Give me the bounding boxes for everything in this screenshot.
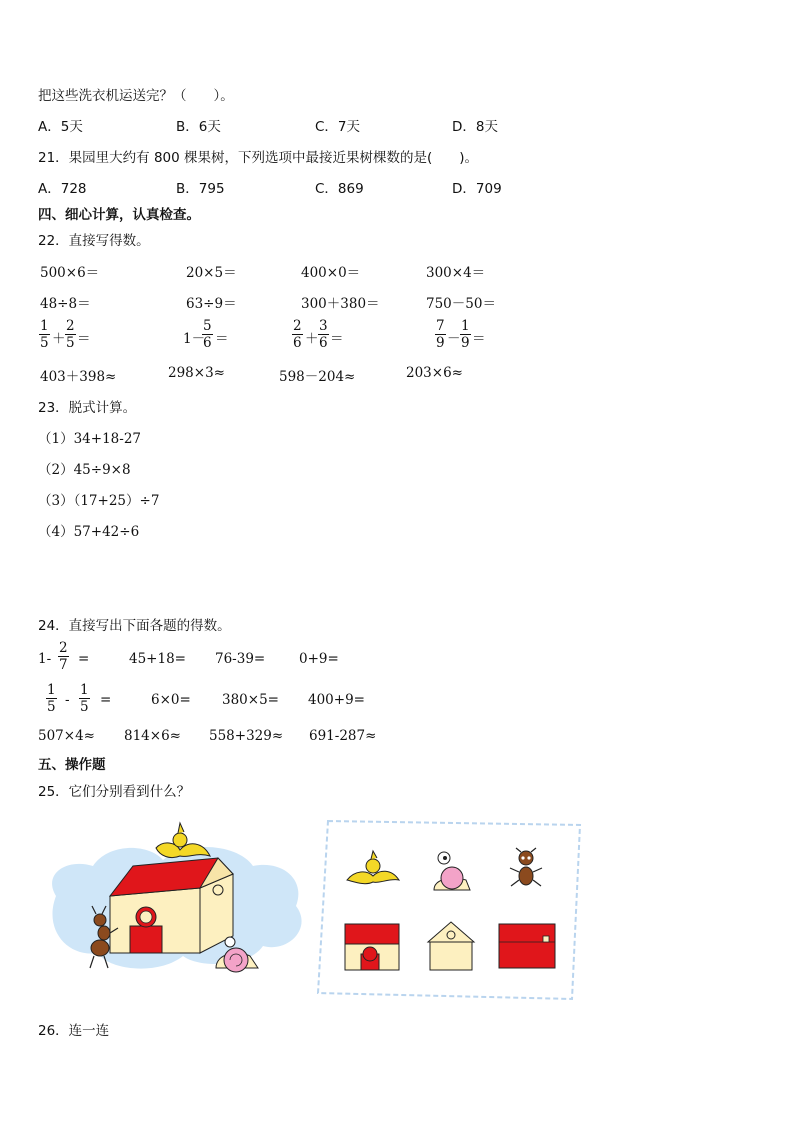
q23-item-3: （3）（17+25）÷7 [38,493,160,509]
q24-r1-lead: 1- [38,651,52,667]
denominator: 5 [40,335,49,351]
q22-f1-a [39,318,50,351]
numerator: 7 [436,318,445,334]
q22-r4-c1: 403＋398≈ [40,369,117,385]
numerator: 2 [66,318,75,334]
q22-r4-c4: 203×6≈ [406,365,463,381]
q24-r2-op: - [65,692,70,708]
q23-item-2: （2）45÷9×8 [38,462,131,478]
q22-title: 22．直接写得数。 [38,233,150,249]
q24-r3-c4: 691-287≈ [309,728,377,744]
numerator: 1 [80,682,89,698]
q22-f3-b [318,318,329,351]
numerator: 1 [47,682,56,698]
numerator: 2 [293,318,302,334]
card-ant-icon[interactable] [508,848,544,890]
numerator: 2 [59,640,68,656]
q21-option-d[interactable]: D．709 [452,181,502,197]
q26-title: 26．连一连 [38,1023,110,1039]
q22-r2-c3: 300＋380＝ [301,296,380,312]
q22-f1-b [65,318,76,351]
q22-f2-eq: ＝ [215,331,229,347]
q24-r1-c2: 45+18= [129,651,186,667]
denominator: 6 [203,335,212,351]
denominator: 6 [319,335,328,351]
denominator: 7 [59,657,68,673]
q20-option-b[interactable]: B．6天 [176,119,221,135]
q24-r1-eq: = [78,651,90,667]
q22-f4-eq: ＝ [472,331,486,347]
section-4-heading: 四、细心计算，认真检查。 [38,207,200,223]
q23-title: 23．脱式计算。 [38,400,137,416]
numerator: 5 [203,318,212,334]
q22-f4-a [435,318,446,351]
card-snail-icon[interactable] [432,850,472,892]
q23-item-1: （1）34+18-27 [38,431,141,447]
denominator: 5 [80,699,89,715]
q24-r2-eq: = [100,692,112,708]
denominator: 5 [47,699,56,715]
card-bird-icon[interactable] [345,850,401,888]
q25-title: 25．它们分别看到什么？ [38,784,191,800]
bird [156,823,210,858]
q22-r1-c3: 400×0＝ [301,265,361,281]
q24-title: 24．直接写出下面各题的得数。 [38,618,231,634]
q20-option-a[interactable]: A．5天 [38,119,83,135]
scene-illustration [38,818,306,988]
q22-r4-c2: 298×3≈ [168,365,225,381]
q22-f1-eq: ＝ [77,331,91,347]
q24-r3-c2: 814×6≈ [124,728,181,744]
q22-f3-eq: ＝ [330,331,344,347]
q20-option-d[interactable]: D．8天 [452,119,498,135]
q24-r2-c2: 6×0= [151,692,191,708]
q24-r2-c4: 400+9= [308,692,365,708]
q24-r1-c3: 76-39= [215,651,266,667]
q21-option-a[interactable]: A．728 [38,181,87,197]
q24-r2-c3: 380×5= [222,692,279,708]
q22-r2-c4: 750－50＝ [426,296,496,312]
card-house-front-icon[interactable] [343,922,401,972]
q24-r2-frac-a [46,682,57,715]
q23-item-4: （4）57+42÷6 [38,524,140,540]
q22-r2-c2: 63÷9＝ [186,296,237,312]
q24-r1-c4: 0+9= [299,651,339,667]
section-5-heading: 五、操作题 [38,757,106,773]
options-card [310,815,585,1003]
q22-f4-b [460,318,471,351]
house [110,858,233,953]
q21-option-c[interactable]: C．869 [315,181,364,197]
q24-r3-c1: 507×4≈ [38,728,95,744]
denominator: 5 [66,335,75,351]
q24-r1-frac [58,640,69,673]
q22-r1-c1: 500×6＝ [40,265,100,281]
q24-r3-c3: 558+329≈ [209,728,284,744]
q22-r4-c3: 598－204≈ [279,369,356,385]
denominator: 9 [436,335,445,351]
denominator: 6 [293,335,302,351]
numerator: 3 [319,318,328,334]
q22-f4-op: － [447,331,461,347]
q22-r1-c4: 300×4＝ [426,265,486,281]
q21-stem: 21．果园里大约有 800 棵果树，下列选项中最接近果树棵数的是( )。 [38,150,479,166]
q24-r2-frac-b [79,682,90,715]
card-roof-top-icon[interactable] [497,922,557,970]
q20-stem: 把这些洗衣机运送完？（ ）。 [38,88,234,104]
denominator: 9 [461,335,470,351]
q22-r1-c2: 20×5＝ [186,265,237,281]
q20-option-c[interactable]: C．7天 [315,119,361,135]
numerator: 1 [40,318,49,334]
card-house-side-icon[interactable] [426,920,476,972]
q22-f2-b [202,318,213,351]
q22-f2-lead: 1－ [183,331,206,347]
q21-option-b[interactable]: B．795 [176,181,225,197]
q22-f1-op: ＋ [52,331,66,347]
q22-f3-a [292,318,303,351]
q22-r2-c1: 48÷8＝ [40,296,91,312]
numerator: 1 [461,318,470,334]
q22-f3-op: ＋ [305,331,319,347]
